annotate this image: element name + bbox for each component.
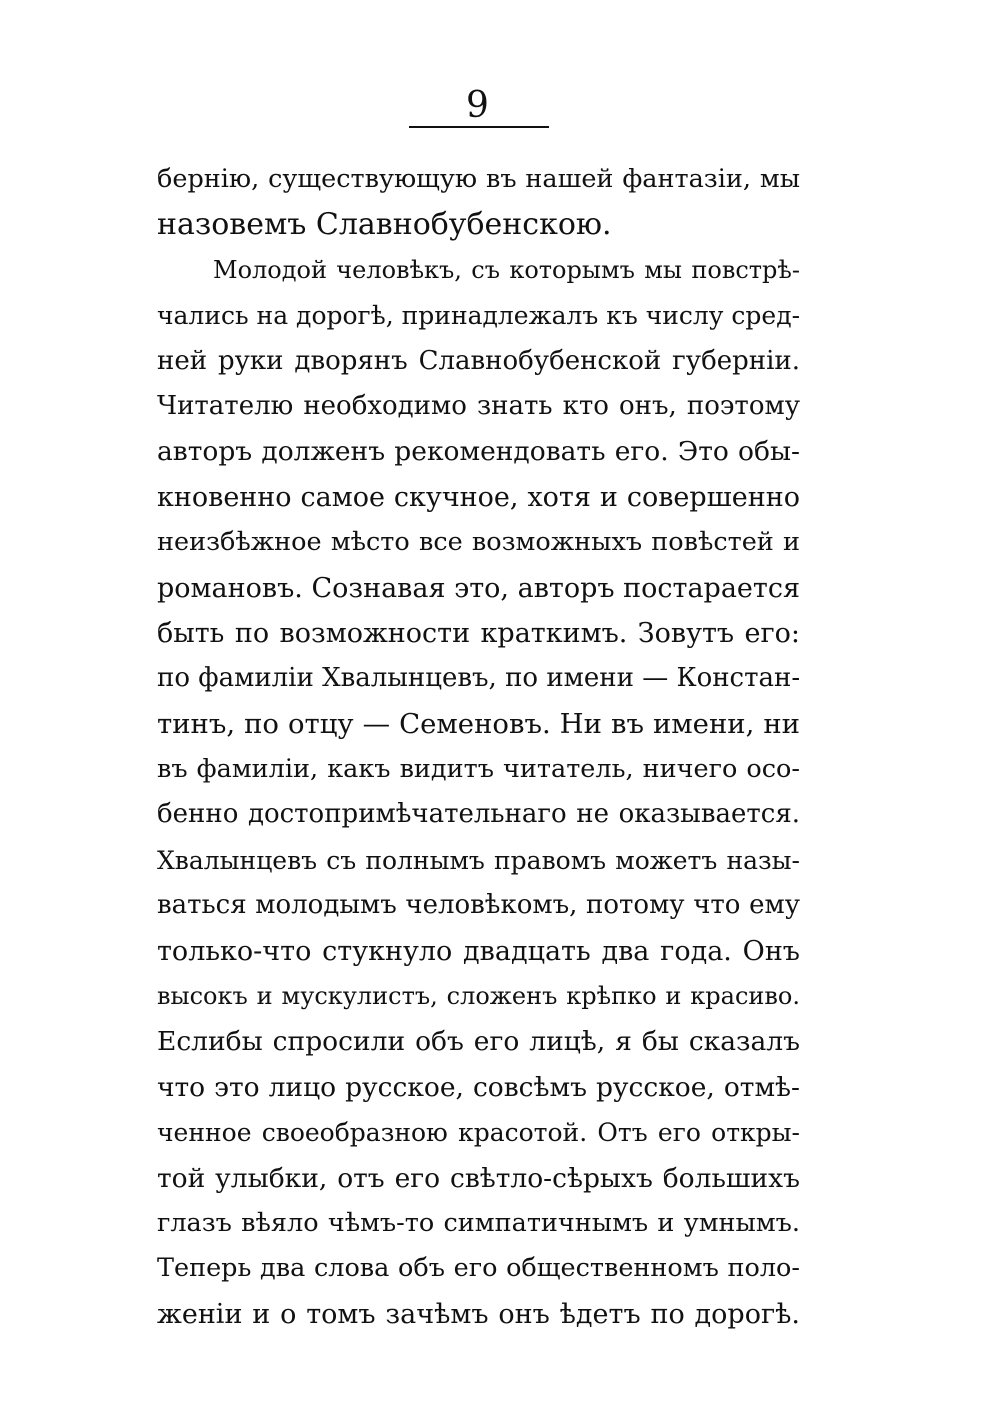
text-line: ченное своеобразною красотой. Отъ его откры- — [157, 1118, 800, 1148]
text-line: чались на дорогѣ, принадлежалъ къ числу сред- — [157, 301, 801, 331]
text-line: Хвалынцевъ съ полнымъ правомъ можетъ назы- — [157, 845, 800, 875]
text-line: тинъ, по отцу — Семеновъ. Ни въ имени, ни — [157, 707, 800, 740]
page-number: 9 — [466, 85, 489, 126]
text-line: Еслибы спросили объ его лицѣ, я бы сказалъ — [157, 1026, 800, 1058]
text-line: ней руки дворянъ Славнобубенской губерніи. — [157, 345, 800, 376]
text-line: неизбѣжное мѣсто все возможныхъ повѣстей и — [157, 527, 800, 558]
text-line: романовъ. Сознавая это, авторъ постарается — [157, 572, 800, 604]
text-line: высокъ и мускулистъ, сложенъ крѣпко и красиво. — [157, 982, 800, 1011]
text-line: только-что стукнуло двадцать два года. Онъ — [157, 935, 800, 967]
text-line: женіи и о томъ зачѣмъ онъ ѣдетъ по дорогѣ. — [157, 1298, 800, 1330]
header-rule — [409, 126, 549, 128]
text-line: бернію, существующую въ нашей фантазіи, мы — [157, 164, 800, 194]
text-line: Читателю необходимо знать кто онъ, поэтому — [157, 390, 800, 421]
text-line: глазъ вѣяло чѣмъ-то симпатичнымъ и умнымъ. — [157, 1207, 800, 1238]
text-line: кновенно самое скучное, хотя и совершенно — [157, 481, 800, 513]
text-line: Теперь два слова объ его общественномъ поло- — [157, 1253, 800, 1284]
text-line: по фамиліи Хвалынцевъ, по имени — Констан- — [157, 663, 801, 694]
text-line: бенно достопримѣчательнаго не оказывается. — [157, 799, 800, 830]
text-line: назовемъ Славнобубенскою. — [157, 207, 612, 243]
text-line: ваться молодымъ человѣкомъ, потому что ему — [157, 890, 800, 921]
text-line: авторъ долженъ рекомендовать его. Это обы- — [157, 436, 800, 468]
text-line: той улыбки, отъ его свѣтло-сѣрыхъ большихъ — [157, 1162, 800, 1194]
text-line: Молодой человѣкъ, съ которымъ мы повстрѣ- — [213, 255, 800, 284]
body-text — [157, 157, 800, 1337]
text-line: быть по возможности краткимъ. Зовутъ его: — [157, 617, 800, 649]
text-line: въ фамиліи, какъ видитъ читатель, ничего осо- — [157, 754, 800, 785]
text-line: что это лицо русское, совсѣмъ русское, отмѣ- — [157, 1071, 800, 1103]
